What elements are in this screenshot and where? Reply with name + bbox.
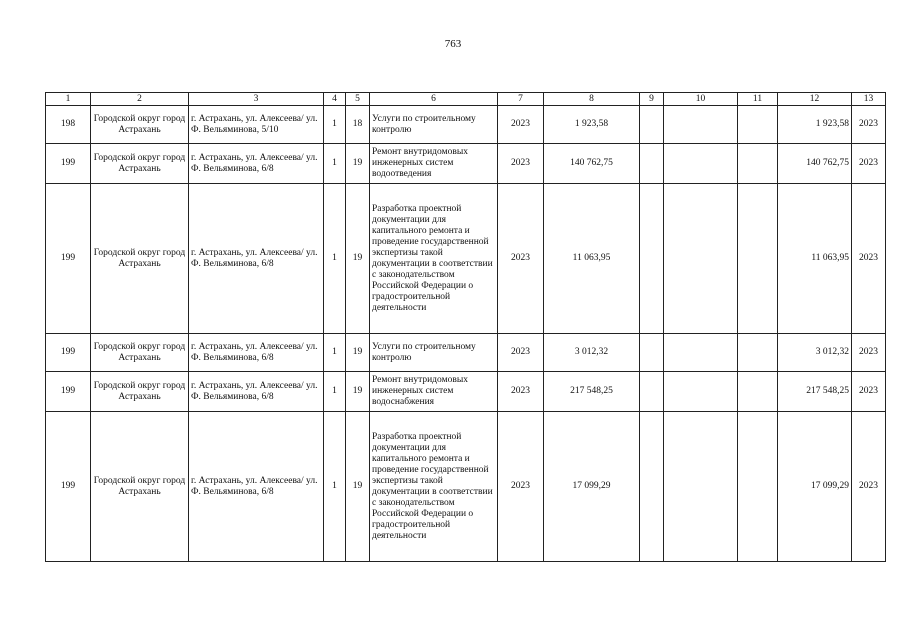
- col13-cell: 2023: [852, 144, 886, 184]
- column-header: 12: [778, 93, 852, 106]
- column-header: 2: [91, 93, 189, 106]
- column-header: 3: [189, 93, 324, 106]
- municipality-cell: Городской округ город Астрахань: [91, 412, 189, 562]
- year-cell: 2023: [498, 144, 544, 184]
- address-cell: г. Астрахань, ул. Алексеева/ ул. Ф. Вельяминова, 6/8: [189, 412, 324, 562]
- col11-cell: [738, 334, 778, 372]
- col4-cell: 1: [324, 372, 346, 412]
- col10-cell: [664, 334, 738, 372]
- work-type-cell: Ремонт внутридомовых инженерных систем водоотведения: [370, 144, 498, 184]
- col5-cell: 18: [346, 106, 370, 144]
- table-row: [46, 144, 886, 184]
- municipality-cell: Городской округ город Астрахань: [91, 144, 189, 184]
- col4-cell: 1: [324, 106, 346, 144]
- col11-cell: [738, 372, 778, 412]
- work-type-cell: Разработка проектной документации для капитального ремонта и проведение государственной экспертизы такой документации в соответствии с законодательством Российской Федерации о градостроительной деятельности: [370, 412, 498, 562]
- col5-cell: 19: [346, 184, 370, 334]
- municipality-cell: Городской округ город Астрахань: [91, 334, 189, 372]
- column-header: 8: [544, 93, 640, 106]
- col11-cell: [738, 184, 778, 334]
- col5-cell: 19: [346, 334, 370, 372]
- col5-cell: 19: [346, 412, 370, 562]
- address-cell: г. Астрахань, ул. Алексеева/ ул. Ф. Вельяминова, 6/8: [189, 372, 324, 412]
- total-cost-cell: 17 099,29: [544, 412, 640, 562]
- col4-cell: 1: [324, 144, 346, 184]
- column-header: 7: [498, 93, 544, 106]
- col9-cell: [640, 144, 664, 184]
- work-type-cell: Ремонт внутридомовых инженерных систем водоснабжения: [370, 372, 498, 412]
- col13-cell: 2023: [852, 184, 886, 334]
- address-cell: г. Астрахань, ул. Алексеева/ ул. Ф. Вельяминова, 6/8: [189, 144, 324, 184]
- col9-cell: [640, 106, 664, 144]
- column-header: 10: [664, 93, 738, 106]
- col4-cell: 1: [324, 334, 346, 372]
- total-cost-cell: 140 762,75: [544, 144, 640, 184]
- page-number: 763: [444, 38, 462, 50]
- col13-cell: 2023: [852, 372, 886, 412]
- address-cell: г. Астрахань, ул. Алексеева/ ул. Ф. Вельяминова, 6/8: [189, 334, 324, 372]
- row-number: 199: [46, 372, 91, 412]
- municipality-cell: Городской округ город Астрахань: [91, 184, 189, 334]
- table-row: [46, 106, 886, 144]
- table-row: [46, 372, 886, 412]
- col9-cell: [640, 372, 664, 412]
- row-number: 199: [46, 334, 91, 372]
- col5-cell: 19: [346, 144, 370, 184]
- table-row: [46, 412, 886, 562]
- year-cell: 2023: [498, 106, 544, 144]
- address-cell: г. Астрахань, ул. Алексеева/ ул. Ф. Вельяминова, 6/8: [189, 184, 324, 334]
- year-cell: 2023: [498, 412, 544, 562]
- work-type-cell: Разработка проектной документации для капитального ремонта и проведение государственной экспертизы такой документации в соответствии с законодательством Российской Федерации о градостроительной деятельности: [370, 184, 498, 334]
- col12-cell: 140 762,75: [778, 144, 852, 184]
- column-header: 11: [738, 93, 778, 106]
- col12-cell: 217 548,25: [778, 372, 852, 412]
- row-number: 198: [46, 106, 91, 144]
- column-number-row: [46, 93, 886, 106]
- col9-cell: [640, 184, 664, 334]
- row-number: 199: [46, 412, 91, 562]
- col10-cell: [664, 412, 738, 562]
- col13-cell: 2023: [852, 106, 886, 144]
- col13-cell: 2023: [852, 334, 886, 372]
- table-row: [46, 184, 886, 334]
- col10-cell: [664, 372, 738, 412]
- work-type-cell: Услуги по строительному контролю: [370, 334, 498, 372]
- row-number: 199: [46, 144, 91, 184]
- col12-cell: 3 012,32: [778, 334, 852, 372]
- column-header: 13: [852, 93, 886, 106]
- col9-cell: [640, 412, 664, 562]
- municipality-cell: Городской округ город Астрахань: [91, 372, 189, 412]
- col4-cell: 1: [324, 184, 346, 334]
- year-cell: 2023: [498, 184, 544, 334]
- col9-cell: [640, 334, 664, 372]
- total-cost-cell: 11 063,95: [544, 184, 640, 334]
- col11-cell: [738, 144, 778, 184]
- column-header: 5: [346, 93, 370, 106]
- table-row: [46, 334, 886, 372]
- col11-cell: [738, 106, 778, 144]
- col11-cell: [738, 412, 778, 562]
- address-cell: г. Астрахань, ул. Алексеева/ ул. Ф. Вельяминова, 5/10: [189, 106, 324, 144]
- column-header: 6: [370, 93, 498, 106]
- col10-cell: [664, 144, 738, 184]
- column-header: 4: [324, 93, 346, 106]
- col13-cell: 2023: [852, 412, 886, 562]
- year-cell: 2023: [498, 372, 544, 412]
- total-cost-cell: 217 548,25: [544, 372, 640, 412]
- work-type-cell: Услуги по строительному контролю: [370, 106, 498, 144]
- column-header: 1: [46, 93, 91, 106]
- col12-cell: 17 099,29: [778, 412, 852, 562]
- column-header: 9: [640, 93, 664, 106]
- col4-cell: 1: [324, 412, 346, 562]
- col5-cell: 19: [346, 372, 370, 412]
- col10-cell: [664, 106, 738, 144]
- year-cell: 2023: [498, 334, 544, 372]
- col12-cell: 1 923,58: [778, 106, 852, 144]
- total-cost-cell: 1 923,58: [544, 106, 640, 144]
- municipality-cell: Городской округ город Астрахань: [91, 106, 189, 144]
- works-table: [45, 92, 886, 562]
- col10-cell: [664, 184, 738, 334]
- row-number: 199: [46, 184, 91, 334]
- col12-cell: 11 063,95: [778, 184, 852, 334]
- total-cost-cell: 3 012,32: [544, 334, 640, 372]
